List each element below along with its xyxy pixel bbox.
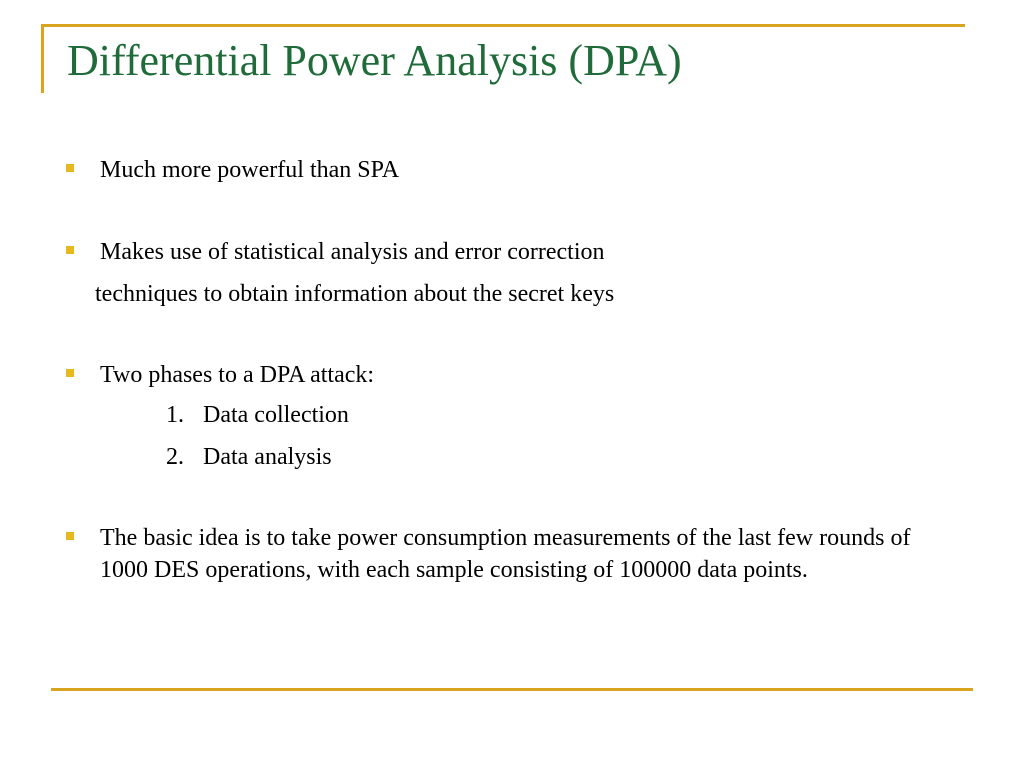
bullet-text-2: Makes use of statistical analysis and error correction [100, 239, 605, 265]
square-bullet-icon [66, 164, 74, 172]
square-bullet-icon [66, 369, 74, 377]
bullet-text-4: The basic idea is to take power consumption measurements of the last few rounds of 1000 DES operations, with each sample consisting of 100000 data points. [100, 525, 911, 583]
square-bullet-icon [66, 246, 74, 254]
bullet-text-3: Two phases to a DPA attack: [100, 362, 375, 388]
numbered-sub-item [166, 442, 332, 472]
sub-item-number: 2. [166, 444, 184, 470]
numbered-sub-item [166, 400, 349, 430]
slide-title: Differential Power Analysis (DPA) [67, 36, 682, 85]
title-accent-vertical-line [41, 24, 44, 93]
bullet-text-1: Much more powerful than SPA [100, 157, 400, 183]
bullet-text-2-continuation: techniques to obtain information about the secret keys [95, 281, 615, 307]
title-accent-horizontal-line [41, 24, 965, 27]
sub-item-text: Data collection [203, 402, 349, 428]
sub-item-text: Data analysis [203, 444, 332, 470]
sub-item-number: 1. [166, 402, 184, 428]
footer-rule-line [51, 688, 973, 691]
square-bullet-icon [66, 532, 74, 540]
